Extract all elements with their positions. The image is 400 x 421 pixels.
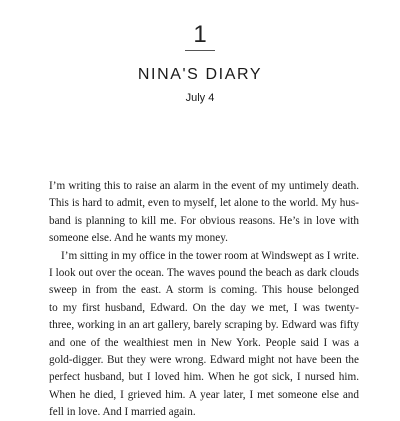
chapter-date: July 4 [185,92,215,104]
chapter-number: 1 [193,21,207,48]
text-line: three, working in an art gallery, barely scraping by. Edward was fifty [49,319,359,332]
text-line: I look out over the ocean. The waves pound the beach as dark clouds [49,266,359,279]
text-line: fell in love. And I married again. [49,406,196,419]
text-line: gold-digger. But they were wrong. Edward might not have been the [49,353,359,366]
text-line: band is planning to kill me. For obvious reasons. He’s in love with [49,214,359,227]
chapter-title: NINA'S DIARY [137,66,263,83]
text-line: to my first husband, Edward. On the day we met, I was twenty- [49,301,359,314]
text-line: I’m writing this to raise an alarm in the event of my untimely death. [49,180,359,192]
text-line: This is hard to admit, even to myself, let alone to the world. My hus- [49,197,359,210]
text-line: and one of the wealthiest men in New York. People said I was a [49,336,359,349]
text-line: perfect husband, but I loved him. When he got sick, I nursed him. [49,371,359,384]
text-line: someone else. And he wants my money. [49,232,228,245]
text-line: sweep in from the east. A storm is coming. This house belonged [49,284,359,297]
body-text [49,178,359,421]
text-line: When he died, I grieved him. A year later, I met someone else and [49,388,359,401]
text-line: I’m sitting in my office in the tower room at Windswept as I write. [61,249,360,262]
chapter-divider [185,50,215,51]
